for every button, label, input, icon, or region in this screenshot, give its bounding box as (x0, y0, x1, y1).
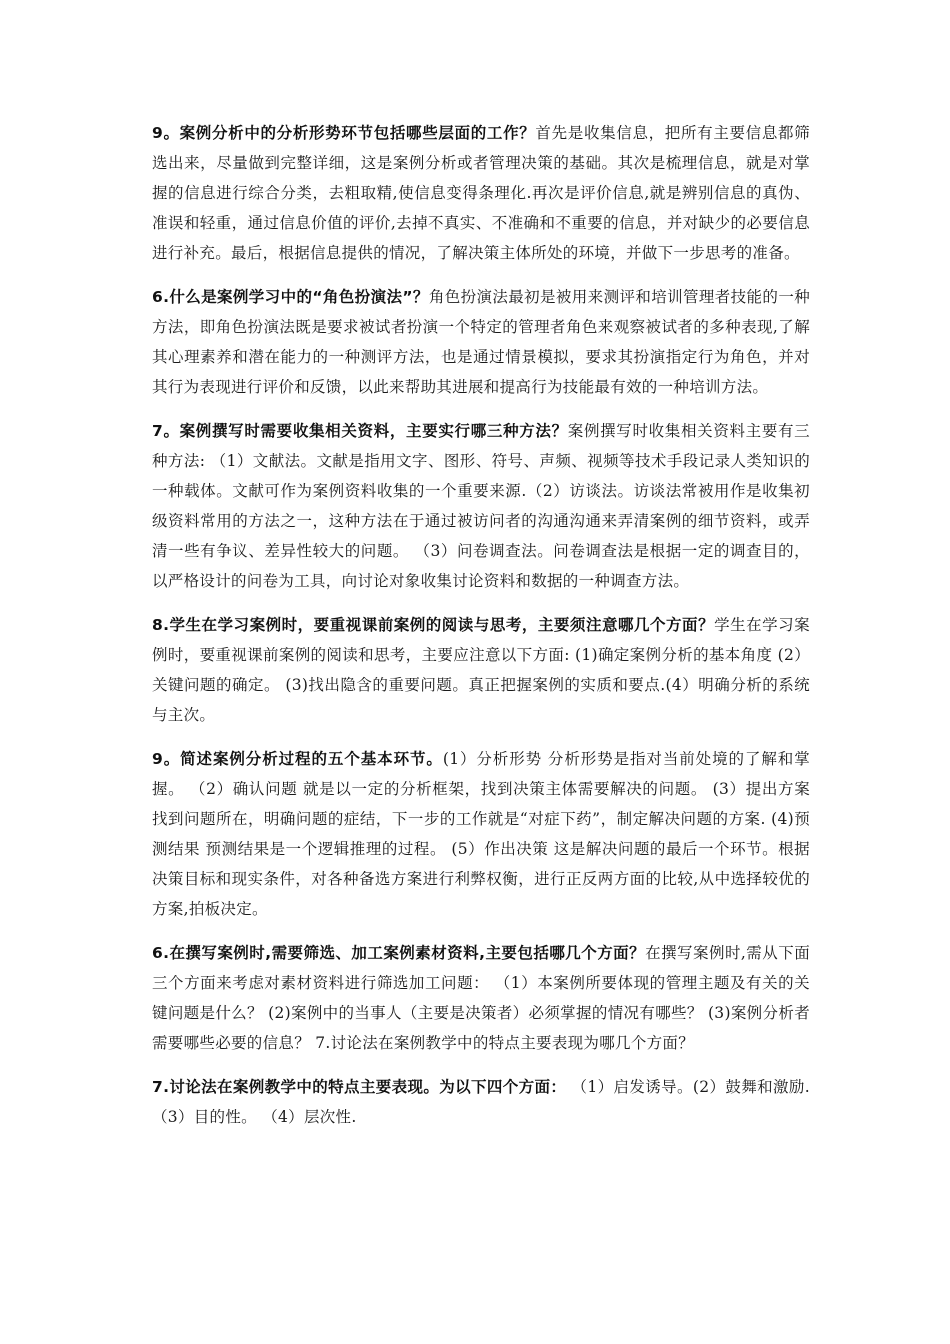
answer-4: 学生在学习案例时，要重视课前案例的阅读和思考，主要应注意以下方面: (1)确定案例分析的基本角度 (2）关键问题的确定。 (3)找出隐含的重要问题。真正把握案例的实质和要点.(4）明确分析的系统与主次。 (152, 616, 810, 724)
question-2: 6.什么是案例学习中的“角色扮演法”？ (152, 288, 429, 306)
question-1: 9。案例分析中的分析形势环节包括哪些层面的工作？ (152, 124, 536, 142)
question-6: 6.在撰写案例时,需要筛选、加工案例素材资料,主要包括哪几个方面？ (152, 944, 646, 962)
answer-6: 在撰写案例时,需从下面三个方面来考虑对素材资料进行筛选加工问题： （1）本案例所要体现的管理主题及有关的关键问题是什么？ (2)案例中的当事人（主要是决策者）必须掌握的情况有哪些？ (3)案例分析者需要哪些必要的信息？ 7.讨论法在案例教学中的特点主要表现为哪几个方面？ (152, 944, 810, 1052)
paragraph-5 (152, 744, 810, 924)
paragraph-6 (152, 938, 810, 1058)
question-7: 7.讨论法在案例教学中的特点主要表现。为以下四个方面： (152, 1078, 567, 1096)
question-4: 8.学生在学习案例时，要重视课前案例的阅读与思考，主要须注意哪几个方面？ (152, 616, 715, 634)
answer-5: (1）分析形势 分析形势是指对当前处境的了解和掌握。 （2）确认问题 就是以一定的分析框架，找到决策主体需要解决的问题。 (3）提出方案 找到问题所在，明确问题的症结，下一步的工作就是“对症下药”，制定解决问题的方案. (4)预测结果 预测结果是一个逻辑推理的过程。 (5）作出决策 这是解决问题的最后一个环节。根据决策目标和现实条件，对各种备选方案进行利弊权衡，进行正反两方面的比较,从中选择较优的方案,拍板决定。 (152, 750, 811, 918)
answer-7: （1）启发诱导。(2）鼓舞和激励.（3）目的性。 （4）层次性. (152, 1078, 810, 1126)
answer-1: 首先是收集信息，把所有主要信息都筛选出来，尽量做到完整详细，这是案例分析或者管理决策的基础。其次是梳理信息，就是对掌握的信息进行综合分类，去粗取精,使信息变得条理化.再次是评价信息,就是辨别信息的真伪、准误和轻重，通过信息价值的评价,去掉不真实、不准确和不重要的信息，并对缺少的必要信息进行补充。最后，根据信息提供的情况，了解决策主体所处的环境，并做下一步思考的准备。 (152, 124, 810, 262)
paragraph-7 (152, 1072, 810, 1132)
answer-3: 案例撰写时收集相关资料主要有三种方法: （1）文献法。文献是指用文字、图形、符号、声频、视频等技术手段记录人类知识的一种载体。文献可作为案例资料收集的一个重要来源.（2）访谈法。访谈法常被用作是收集初级资料常用的方法之一，这种方法在于通过被访问者的沟通沟通来弄清案例的细节资料，或弄清一些有争议、差异性较大的问题。 （3）问卷调查法。问卷调查法是根据一定的调查目的，以严格设计的问卷为工具，向讨论对象收集讨论资料和数据的一种调查方法。 (152, 422, 810, 590)
question-5: 9。简述案例分析过程的五个基本环节。 (152, 750, 443, 768)
paragraph-2 (152, 282, 810, 402)
question-3: 7。案例撰写时需要收集相关资料，主要实行哪三种方法？ (152, 422, 568, 440)
paragraph-4 (152, 610, 810, 730)
answer-2: 角色扮演法最初是被用来测评和培训管理者技能的一种方法，即角色扮演法既是要求被试者扮演一个特定的管理者角色来观察被试者的多种表现,了解其心理素养和潜在能力的一种测评方法，也是通过情景模拟，要求其扮演指定行为角色，并对其行为表现进行评价和反馈，以此来帮助其进展和提高行为技能最有效的一种培训方法。 (152, 288, 811, 396)
paragraph-1 (152, 118, 810, 268)
paragraph-3 (152, 416, 810, 596)
